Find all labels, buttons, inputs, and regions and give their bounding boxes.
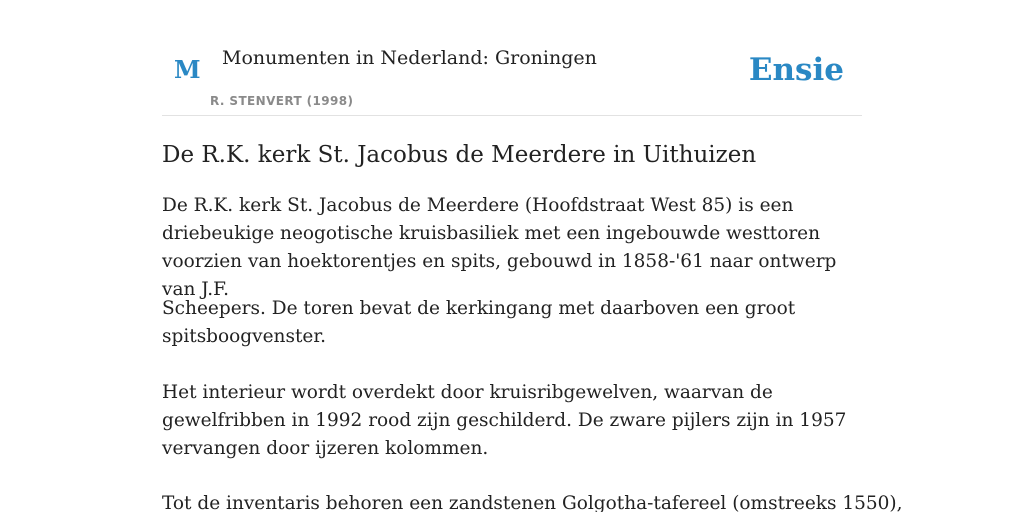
content-container [162, 0, 903, 512]
book-header [162, 0, 862, 116]
article-paragraph: De R.K. kerk St. Jacobus de Meerdere (Hoofdstraat West 85) is een driebeukige neogotische kruisbasiliek met een ingebouwde westtoren voorzien van hoektorentjes en spits, gebouwd in 1858-'61 naar ontwerp van J.F. [162, 195, 837, 300]
article-paragraph: Het interieur wordt overdekt door kruisribgewelven, waarvan de gewelfribben in 1992 rood zijn geschilderd. De zware pijlers zijn in 1957 vervangen door ijzeren kolommen. [162, 382, 847, 459]
article-paragraph: Scheepers. De toren bevat de kerkingang met daarboven een groot spitsboogvenster. [162, 298, 796, 347]
article-paragraph: Tot de inventaris behoren een zandstenen Golgotha-tafereel (omstreeks 1550), [162, 493, 903, 512]
book-logo[interactable]: M [174, 55, 201, 84]
article-title: De R.K. kerk St. Jacobus de Meerdere in Uithuizen [162, 142, 757, 168]
book-author: R. STENVERT (1998) [210, 94, 354, 108]
book-title-link[interactable]: Monumenten in Nederland: Groningen [222, 47, 597, 69]
ensie-logo[interactable]: Ensie [748, 52, 844, 88]
